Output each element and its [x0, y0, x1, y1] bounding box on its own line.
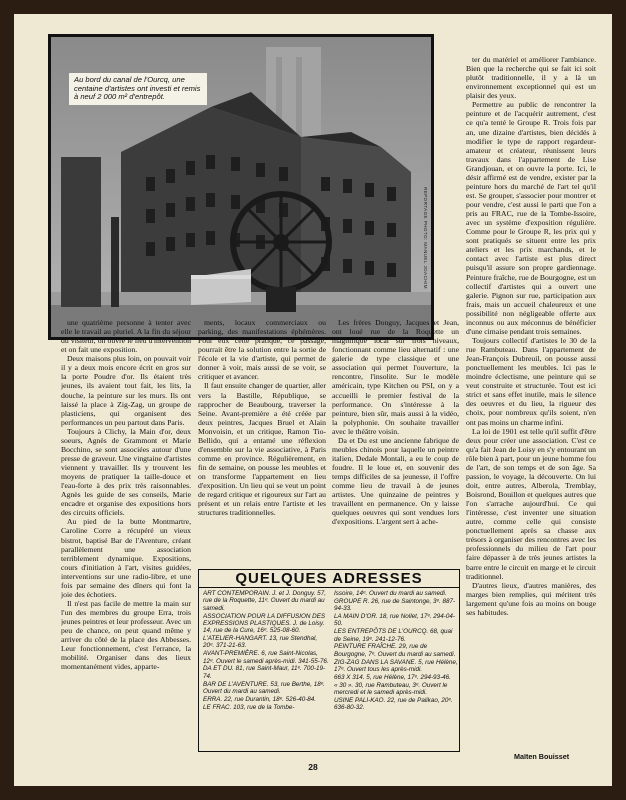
paragraph: Toujours à Clichy, la Main d'or, deux soeurs, Agnès de Grammont et Marie Bocchino, se sont associées autour d'une presse de graveur. Une vingtaine d'artistes viennent y travailler. Ils y trouvent les moyens de pratiquer la taille-douce et l'eau-forte à des prix très raisonnables. Agnès les guide de ses conseils, Marie encadre et organise des expositions hors des circuits officiels. [61, 426, 191, 518]
address-entry: USINE PALI-KAO. 22, rue de Palikao, 20ᵉ. 636-80-32. [334, 696, 453, 712]
article-column-1 [61, 318, 191, 758]
photo-credit: REPORTAGE PHOTO: MANUEL JOACHIM [423, 187, 428, 289]
paragraph: Deux maisons plus loin, on pouvait voir il y a deux mois encore écrit en gros sur la porte Poudre d'or. Ils étaient très jeunes, ils avaient tout fait, les lits, la douche, la peinture sur les murs. Ils ont laissé la place à Zig-Zag, un groupe de plasticiens, qui organisent des performances un peu partout dans Paris. [61, 354, 191, 427]
address-entry: DA ET DU. 81, rue Saint-Maur, 11ᵉ. 700-19-74. [203, 665, 326, 680]
address-entry: ART CONTEMPORAIN. J. et J. Donguy. 57, rue de la Roquette, 11ᵉ. Ouvert du mardi au samedi. [203, 590, 326, 612]
address-entry: « 30 ». 30, rue Rambuteau, 3ᵉ. Ouvert le mercredi et le samedi après-midi. [334, 681, 448, 696]
paragraph: Les frères Donguy, Jacques et Jean, ont loué rue de la Roquette un magnifique local sur trois niveaux, fonctionnant comme lieu alternatif : une galerie de type classique et une association qui permet l'ouverture, la rencontre, l'insolite. Sur le modèle américain, type Kitchen ou PSI, on y a accueilli le premier festival de la performance. On s'intéresse à la peinture, bien sûr, mais aussi à la vidéo, la polyphonie. On souhaite travailler avec le théâtre voisin. [332, 318, 459, 436]
address-entry: LA MAIN D'OR. 18, rue Nollet, 17ᵉ. 294-04-50. [334, 613, 455, 628]
article-column-2 [198, 318, 326, 565]
address-entry: AVANT-PREMIÈRE. 6, rue Saint-Nicolas, 12ᵉ. Ouvert le samedi après-midi. 341-55-76. [203, 650, 329, 665]
address-entry: 663 X 314. 5, rue Hélène, 17ᵉ. 294-93-46. [334, 673, 451, 681]
paragraph: Il n'est pas facile de mettre la main sur l'un des membres du groupe Erra, trois jeunes peintres et leur professeur. Avec un peu de chance, on peut quand même y arriver du côté de la place des Abbesses. Leur fonctionnement, c'est l'errance, la mobilité. Organiser dans des lieux momentanément vides, apparte- [61, 598, 191, 672]
paragraph: Da et Du est une ancienne fabrique de meubles chinois pour laquelle un peintre italien, Dedale Montali, a eu le coup de foudre. Il le loue et, en souvenir des temps difficiles de sa jeunesse, il l'offre comme lieu de travail à de jeunes artistes. Une quinzaine de peintres y travaillent en permanence. On y laisse quelques oeuvres qui sont vendues lors d'expositions. L'argent sert à ache- [332, 435, 459, 527]
addresses-box [198, 569, 460, 752]
paragraph: Permettre au public de rencontrer la peinture et de l'acquérir autrement, c'est ce qu'a tenté le Groupe R. Trois fois par an, une dizaine d'artistes, bien décidés à modifier le type de rapport regardeur-amateur et créateur, réunissent leurs travaux dans l'appartement de Lise Grandjouan, et on ouvre la porte. Ici, le désir affirmé est de vendre, exister par la peinture hors du marché de l'art tel qu'il est. Se grouper, s'associer pour montrer et pour vendre, c'est aussi le parti que l'on a pris au FRAC, rue de la Tombe-Issoire, avec un système d'exposition régulière. Comme pour le Groupe R, les prix qui y sont pratiqués se situent entre les prix ateliers et les prix marchands, et le contact avec l'artiste est plus direct puisqu'il assure son propre gardiennage. Peinture fraîche, rue de Bourgogne, est un collectif d'artistes qui a ouvert une galerie. Pignon sur rue, participation aux frais, mais un accueil chaleureux et une possibilité non négligeable offerte aux inconnus ou aux méconnus de bénéficier d'une cimaise pendant trois semaines. [466, 100, 596, 336]
address-entry: LE FRAC. 103, rue de la Tombe- [203, 703, 295, 711]
paragraph: Au pied de la butte Montmartre, Caroline Corre a récupéré un vieux bistrot, baptisé Bar de l'Aventure, créant parallèlement une association terriblement dynamique. Expositions, cours d'initiation à l'art, visites guidées, interventions sur une radio-libre, et une fois par semaine des dîners qui font la joie des échotiers. [61, 517, 191, 599]
address-entry: ZIG-ZAG DANS LA SAVANE. 5, rue Hélène, 17ᵉ. Ouvert tous les après-midi. [334, 658, 458, 673]
address-entry: ERRA. 22, rue Durantin, 18ᵉ. 526-40-84. [203, 695, 317, 703]
address-entry: Issoire, 14ᵉ. Ouvert du mardi au samedi. [334, 590, 447, 597]
paragraph: D'autres lieux, d'autres manières, des marges bien remplies, qui méritent très largement qu'une fois au moins on bouge ses habitudes. [466, 580, 596, 617]
warehouse-photo [48, 34, 434, 340]
addresses-right-column [334, 590, 458, 750]
addresses-title: QUELQUES ADRESSES [199, 570, 459, 588]
address-entry: LES ENTREPÔTS DE L'OURCQ. 68, quai de Seine, 19ᵉ. 241-12-76. [334, 628, 453, 643]
paragraph: une quatrième personne à tenter avec elle le travail au pluriel. A la fin du séjour du visiteur, on ouvre le lieu d'intervention et on fait une exposition. [61, 318, 191, 355]
paragraph: Toujours collectif d'artistes le 30 de la rue Rambuteau. Dans l'appartement de Jean-François Dubreuil, on pousse aussi ponctuellement les meubles. Ici pas le moindre éclectisme, une peinture qui se veut construite et structurée. Tout est ici strict et sans effet inutile, mais le silence des oeuvres et du lieu, la rigueur des choix, pour nombreux qu'ils soient, n'en ont pas moins un charme infini. [466, 335, 596, 427]
page-number: 28 [308, 762, 318, 772]
address-entry: L'ATELIER-HANGART. 13, rue Stendhal, 20ᵉ. 371-21-63. [203, 635, 318, 650]
paragraph: Il faut ensuite changer de quartier, aller vers la Bastille, République, se rapprocher de Beaubourg, traverser la Seine. Avant-première a été créée par deux peintres, Jacques Bruel et Alain Monvoisin, et un critique, Ramon Tio-Bellido, qui a entamé une réflexion d'ensemble sur la vie associative, à Paris comme en province. Régulièrement, en fin de semaine, on pousse les meubles et on transforme l'appartement en lieu d'exposition. Un lieu qui se veut un point de regard critique et rigoureux sur l'art au présent et un relais entre l'artiste et les structures traditionnelles. [198, 381, 326, 518]
paragraph: La loi de 1901 est telle qu'il suffit d'être deux pour créer une association. C'est ce qu'a fait Jean de Loisy en s'y entourant un rôle bien à part, pour un jeune homme fou de l'art, de son temps et de son âge. Sa passion, le voyage, la découverte. On lui doit, entre autres, Alberola, Tremblay, Boisrond, Bouillon et quelques autres que l'on s'arrache aujourd'hui. Ce qui l'intéresse, c'est inventer une situation autre, comme celle qui consiste ponctuellement après sa chasse aux trésors à organiser des rencontres avec les professionnels du milieu de l'art pour faire dépasser à de très jeunes artistes la barre entre le circuit en marge et le circuit traditionnel. [466, 426, 596, 581]
addresses-left-column [203, 590, 330, 750]
article-column-4 [466, 55, 596, 758]
magazine-page [14, 14, 612, 786]
paragraph: ments, locaux commerciaux ou parking, des manifestations éphémères. Pour eux cette pratique, ce passage, pourrait être la solution entre la sortie de l'école et la vie d'artiste, qui permet de donner à voir, mais aussi de se voir, se critiquer et avancer. [198, 318, 326, 382]
address-entry: PEINTURE FRAÎCHE. 29, rue de Bourgogne, 7ᵉ. Ouvert du mardi au samedi. [334, 643, 456, 658]
photo-caption: Au bord du canal de l'Ourcq, une centaine d'artistes ont investi et remis à neuf 2 000 m² d'entrepôt. [69, 73, 207, 105]
address-entry: BAR DE L'AVENTURE. 53, rue Berthe, 18ᵉ. Ouvert du mardi au samedi. [203, 680, 325, 695]
address-entry: GROUPE R. 26, rue de Saintonge, 3ᵉ. 887-94-33. [334, 597, 456, 613]
paragraph: ter du matériel et améliorer l'ambiance. Bien que la recherche qui se fait ici soit plutôt traditionnelle, il y a là un environnement exceptionnel qui est un plaisir des yeux. [466, 55, 596, 101]
author-signature: Maïten Bouisset [514, 752, 570, 761]
address-entry: ASSOCIATION POUR LA DIFFUSION DES EXPRESSIONS PLASTIQUES. J. de Loisy. 14, rue de la Cure, 16ᵉ. 525-08-60. [203, 612, 326, 635]
article-column-3 [332, 318, 459, 568]
